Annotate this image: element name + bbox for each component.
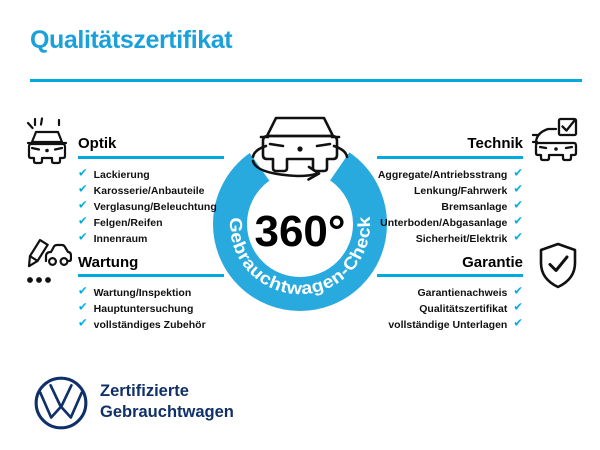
car-checkbox-icon xyxy=(532,117,582,165)
check-icon: ✔ xyxy=(513,167,523,180)
checklist-garantie xyxy=(343,285,523,333)
section-header-garantie: Garantie xyxy=(462,254,523,271)
check-icon: ✔ xyxy=(513,285,523,298)
brand-line-2: Gebrauchtwagen xyxy=(100,403,234,421)
pencil-car-checklist-icon xyxy=(24,238,72,288)
item-label: Wartung/Inspektion xyxy=(93,287,192,299)
checklist-item xyxy=(78,199,248,215)
checklist-item xyxy=(343,231,523,247)
brand-text xyxy=(100,381,234,423)
checklist-item xyxy=(78,285,248,301)
item-label: Garantienachweis xyxy=(417,287,508,299)
item-label: Karosserie/Anbauteile xyxy=(93,185,205,197)
page-title: Qualitätszertifikat xyxy=(30,26,233,54)
checklist-item xyxy=(343,167,523,183)
vw-logo xyxy=(32,374,90,432)
item-label: vollständige Unterlagen xyxy=(388,319,508,331)
check-icon: ✔ xyxy=(78,199,88,212)
checklist-optik xyxy=(78,167,248,247)
degree-label: 360° xyxy=(254,207,346,256)
checklist-item xyxy=(78,231,248,247)
item-label: Bremsanlage xyxy=(441,201,508,213)
item-label: Felgen/Reifen xyxy=(93,217,163,229)
item-label: Hauptuntersuchung xyxy=(93,303,194,315)
section-rule-wartung xyxy=(78,274,224,277)
check-icon: ✔ xyxy=(78,317,88,330)
section-rule-technik xyxy=(377,156,523,159)
check-icon: ✔ xyxy=(78,167,88,180)
check-icon: ✔ xyxy=(78,301,88,314)
item-label: vollständiges Zubehör xyxy=(93,319,206,331)
check-icon: ✔ xyxy=(78,285,88,298)
checklist-item xyxy=(343,183,523,199)
checklist-wartung xyxy=(78,285,248,333)
checklist-item xyxy=(343,301,523,317)
checklist-item xyxy=(78,167,248,183)
checklist-item xyxy=(78,301,248,317)
item-label: Lackierung xyxy=(93,169,150,181)
checklist-technik xyxy=(343,167,523,247)
checklist-item xyxy=(78,183,248,199)
check-icon: ✔ xyxy=(513,301,523,314)
check-icon: ✔ xyxy=(513,317,523,330)
check-icon: ✔ xyxy=(513,215,523,228)
checklist-item xyxy=(78,317,248,333)
shiny-car-icon xyxy=(24,116,70,166)
check-icon: ✔ xyxy=(513,231,523,244)
check-icon: ✔ xyxy=(78,231,88,244)
section-header-wartung: Wartung xyxy=(78,254,139,271)
checklist-item xyxy=(343,215,523,231)
checklist-item xyxy=(343,285,523,301)
section-rule-garantie xyxy=(377,274,523,277)
checklist-item xyxy=(78,215,248,231)
item-label: Unterboden/Abgasanlage xyxy=(380,217,508,229)
check-icon: ✔ xyxy=(78,183,88,196)
checklist-item xyxy=(343,317,523,333)
item-label: Sicherheit/Elektrik xyxy=(415,233,508,245)
item-label: Verglasung/Beleuchtung xyxy=(93,201,217,213)
item-label: Innenraum xyxy=(93,233,148,245)
shield-check-icon xyxy=(538,242,578,290)
checklist-item xyxy=(343,199,523,215)
check-icon: ✔ xyxy=(78,215,88,228)
ring-curved-label: Gebrauchtwagen-Check xyxy=(225,216,375,299)
item-label: Lenkung/Fahrwerk xyxy=(414,185,508,197)
section-header-technik: Technik xyxy=(467,135,523,152)
section-rule-optik xyxy=(78,156,224,159)
section-header-optik: Optik xyxy=(78,135,117,152)
brand-line-1: Zertifizierte xyxy=(100,382,189,400)
item-label: Qualitätszertifikat xyxy=(419,303,508,315)
check-icon: ✔ xyxy=(513,183,523,196)
check-icon: ✔ xyxy=(513,199,523,212)
car-360-rotation-icon xyxy=(253,118,347,180)
item-label: Aggregate/Antriebsstrang xyxy=(377,169,508,181)
